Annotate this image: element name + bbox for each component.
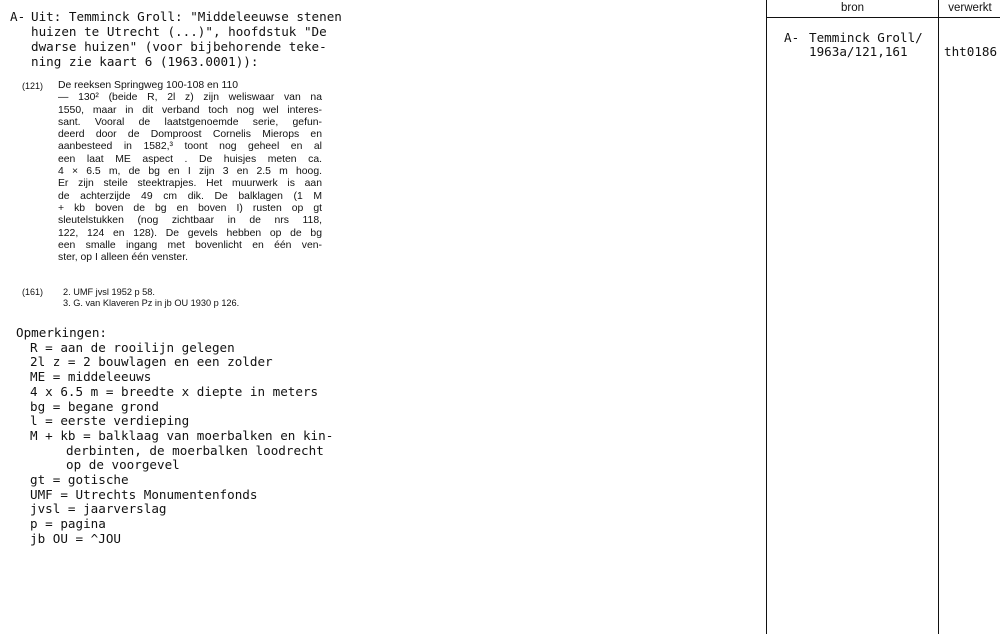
remark-item: R = aan de rooilijn gelegen bbox=[30, 339, 235, 355]
excerpt-line: ster, op I alleen één venster. bbox=[58, 252, 188, 264]
heading-text: ning zie kaart 6 (1963.0001)): bbox=[31, 54, 259, 69]
table-border-left bbox=[766, 0, 767, 634]
remark-item: 4 x 6.5 m = breedte x diepte in meters bbox=[30, 383, 319, 399]
excerpt-line: aanbesteed in 1582,³ toont nog geheel en al bbox=[58, 141, 322, 153]
remark-item: 2l z = 2 bouwlagen en een zolder bbox=[30, 354, 273, 370]
heading-text: Uit: Temminck Groll: "Middeleeuwse stenen bbox=[31, 9, 342, 24]
remark-item: M + kb = balklaag van moerbalken en kin- bbox=[30, 427, 334, 443]
quoted-excerpt bbox=[22, 80, 322, 264]
excerpt-line: sleutelstukken (nog zichtbaar in de nrs 118, bbox=[58, 215, 322, 227]
table-header-rule bbox=[766, 17, 1000, 18]
excerpt-line: 1550, maar in dit verband toch nog wel interes- bbox=[58, 104, 322, 116]
remark-item: ME = middeleeuws bbox=[30, 369, 152, 385]
excerpt-line: 4 × 6.5 m, de bg en I zijn 3 en 2.5 m hoog. bbox=[58, 166, 322, 178]
footnotes bbox=[22, 287, 322, 309]
bron-text: Temminck Groll/ bbox=[809, 30, 923, 45]
remark-item: gt = gotische bbox=[30, 472, 129, 488]
footnote-marker: (161) bbox=[22, 287, 44, 297]
heading-line bbox=[10, 54, 350, 69]
remark-item: derbinten, de moerbalken loodrecht bbox=[66, 442, 324, 458]
heading-line bbox=[10, 9, 350, 24]
remark-item: l = eerste verdieping bbox=[30, 413, 190, 429]
excerpt-body bbox=[58, 80, 322, 264]
remark-item: UMF = Utrechts Monumentenfonds bbox=[30, 486, 258, 502]
excerpt-line: De reeksen Springweg 100-108 en 110 bbox=[58, 80, 239, 91]
remark-item: bg = begane grond bbox=[30, 398, 159, 414]
remark-item: jvsl = jaarverslag bbox=[30, 501, 167, 517]
bron-cell bbox=[784, 31, 923, 59]
remarks bbox=[16, 326, 356, 547]
column-header-bron: bron bbox=[840, 2, 865, 14]
heading-text: huizen te Utrecht (...)", hoofdstuk "De bbox=[31, 24, 327, 39]
footnote-line: 3. G. van Klaveren Pz in jb OU 1930 p 126. bbox=[63, 298, 240, 308]
heading-label: A- bbox=[10, 9, 26, 24]
column-header-verwerkt: verwerkt bbox=[948, 2, 992, 14]
excerpt-line: 122, 124 en 128). De gevels hebben op de bg bbox=[58, 227, 322, 239]
bron-text: 1963a/121,161 bbox=[809, 44, 908, 59]
table-column-divider bbox=[938, 0, 939, 634]
source-heading bbox=[10, 9, 350, 69]
remarks-title: Opmerkingen: bbox=[16, 325, 107, 340]
excerpt-line: — 130² (beide R, 2l z) zijn weliswaar van na bbox=[58, 92, 322, 104]
excerpt-line: een smalle ingang met bovenlicht en één ven- bbox=[58, 239, 322, 251]
heading-line bbox=[10, 24, 350, 39]
remarks-list bbox=[16, 341, 356, 547]
excerpt-line: de achterzijde 49 cm dik. De balklagen (1 M bbox=[58, 190, 322, 202]
footnote-line: 2. UMF jvsl 1952 p 58. bbox=[63, 287, 155, 297]
remark-item: p = pagina bbox=[30, 516, 106, 532]
bron-label: A- bbox=[784, 30, 800, 45]
remark-item: jb OU = ^JOU bbox=[30, 530, 121, 546]
footnote-marker: (121) bbox=[22, 81, 44, 91]
heading-line bbox=[10, 39, 350, 54]
excerpt-line: deerd door de Domproost Cornelis Mierops en bbox=[58, 129, 322, 141]
heading-text: dwarse huizen" (voor bijbehorende teke- bbox=[31, 39, 327, 54]
source-table bbox=[766, 0, 1000, 634]
remark-item: op de voorgevel bbox=[66, 457, 180, 473]
excerpt-line: sant. Vooral de laatstgenoemde serie, gefun- bbox=[58, 116, 322, 128]
excerpt-line: Er zijn steile steektrapjes. Het muurwerk is aan bbox=[58, 178, 322, 190]
footnotes-body bbox=[63, 287, 322, 309]
excerpt-line: een laat ME aspect . De huisjes meten ca. bbox=[58, 153, 322, 165]
verwerkt-cell: tht0186 bbox=[944, 44, 998, 59]
excerpt-line: + kb boven de bg en boven I) rusten op gt bbox=[58, 202, 322, 214]
